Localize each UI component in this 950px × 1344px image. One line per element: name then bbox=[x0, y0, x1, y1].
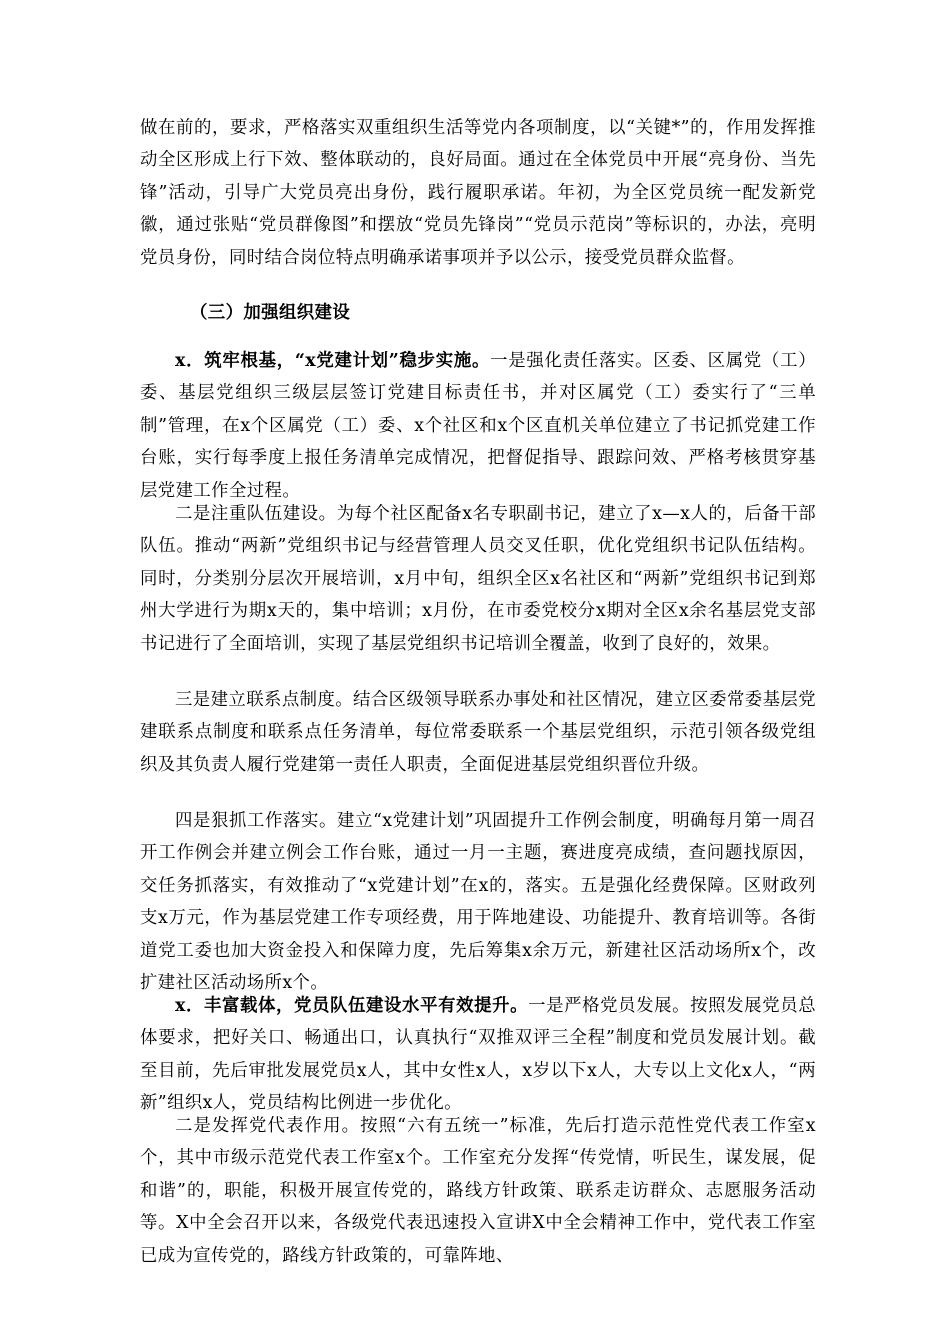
paragraph-1: 做在前的，要求，严格落实双重组织生活等党内各项制度，以“关键*”的，作用发挥推动全区形成上行下效、整体联动的，良好局面。通过在全体党员中开展“亮身份、当先锋”活动，引导广大党员亮出身份，践行履职承诺。年初，为全区党员统一配发新党徽，通过张贴“党员群像图”和摆放“党员先锋岗”“党员示范岗”等标识的，办法，亮明党员身份，同时结合岗位特点明确承诺事项并予以公示，接受党员群众监督。 bbox=[140, 118, 816, 268]
paragraph-2 bbox=[140, 345, 816, 507]
paragraph-5: 四是狠抓工作落实。建立“x党建计划”巩固提升工作例会制度，明确每月第一周召开工作例会并建立例会工作台账，通过一月一主题，赛进度亮成绩，查问题找原因，交任务抓落实，有效推动了“x党建计划”在x的，落实。五是强化经费保障。区财政列支x万元，作为基层党建工作专项经费，用于阵地建设、功能提升、教育培训等。各街道党工委也加大资金投入和保障力度，先后筹集x余万元，新建社区活动场所x个，改扩建社区活动场所x个。 bbox=[140, 811, 816, 994]
paragraph-6-lead: x．丰富载体，党员队伍建设水平有效提升。 bbox=[175, 996, 529, 1016]
paragraph-6 bbox=[140, 990, 816, 1120]
paragraph-4: 三是建立联系点制度。结合区级领导联系办事处和社区情况，建立区委常委基层党建联系点制度和联系点任务清单，每位常委联系一个基层党组织，示范引领各级党组织及其负责人履行党建第一责任人职责，全面促进基层党组织晋位升级。 bbox=[140, 690, 816, 775]
section-heading: （三）加强组织建设 bbox=[190, 303, 351, 323]
paragraph-2-body: 一是强化责任落实。区委、区属党（工）委、基层党组织三级层层签订党建目标责任书，并对区属党（工）委实行了“三单制”管理，在x个区属党（工）委、x个社区和x个区直机关单位建立了书记抓党建工作台账，实行每季度上报任务清单完成情况，把督促指导、跟踪问效、严格考核贯穿基层党建工作全过程。 bbox=[140, 351, 816, 501]
paragraph-3: 二是注重队伍建设。为每个社区配备x名专职副书记，建立了x—x人的，后备干部队伍。推动“两新”党组织书记与经营管理人员交叉任职，优化党组织书记队伍结构。同时，分类别分层次开展培训，x月中旬，组织全区x名社区和“两新”党组织书记到郑州大学进行为期x天的，集中培训；x月份，在市委党校分x期对全区x余名基层党支部书记进行了全面培训，实现了基层党组织书记培训全覆盖，收到了良好的，效果。 bbox=[140, 504, 816, 654]
paragraph-7: 二是发挥党代表作用。按照“六有五统一”标准，先后打造示范性党代表工作室x个，其中市级示范党代表工作室x个。工作室充分发挥“传党情，听民生，谋发展，促和谐”的，职能，积极开展宣传党的，路线方针政策、联系走访群众、志愿服务活动等。X中全会召开以来，各级党代表迅速投入宣讲X中全会精神工作中，党代表工作室已成为宣传党的，路线方针政策的，可靠阵地、 bbox=[140, 1116, 816, 1266]
paragraph-2-lead: x．筑牢根基，“x党建计划”稳步实施。 bbox=[175, 351, 491, 371]
paragraph-6-body: 一是严格党员发展。按照发展党员总体要求，把好关口、畅通出口，认真执行“双推双评三全程”制度和党员发展计划。截至目前，先后审批发展党员x人，其中女性x人，x岁以下x人，大专以上文化x人，“两新”组织x人，党员结构比例进一步优化。 bbox=[140, 996, 816, 1114]
